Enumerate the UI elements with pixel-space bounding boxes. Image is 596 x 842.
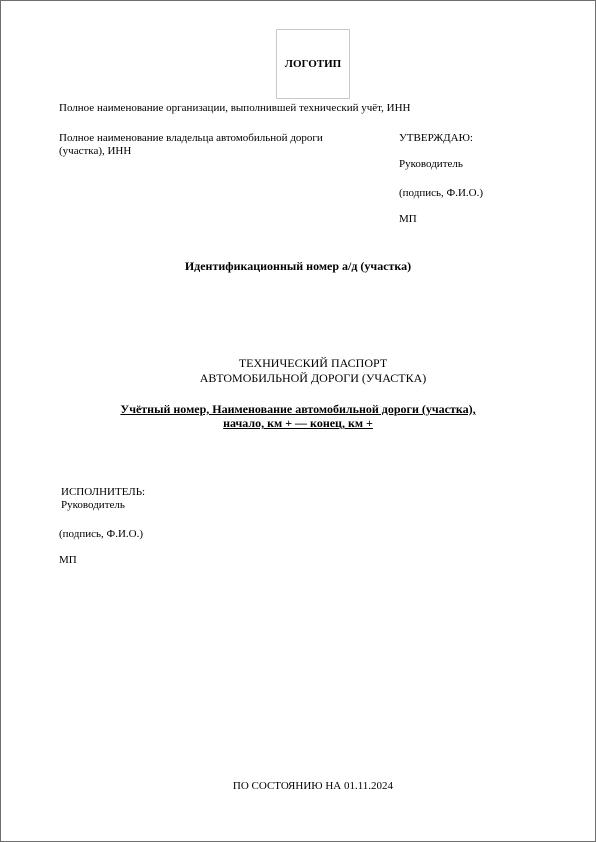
approval-stamp: МП <box>399 213 417 225</box>
approval-title: УТВЕРЖДАЮ: <box>399 132 473 144</box>
executor-stamp: МП <box>59 554 77 566</box>
logo-placeholder <box>276 29 350 99</box>
footer-date: ПО СОСТОЯНИЮ НА 01.11.2024 <box>232 780 394 792</box>
executor-title: ИСПОЛНИТЕЛЬ: <box>61 486 146 498</box>
subtitle-line1: Учётный номер, Наименование автомобильной дороги (участка), <box>120 402 476 416</box>
approval-signature: (подпись, Ф.И.О.) <box>399 187 483 199</box>
executor-position: Руководитель <box>61 499 125 511</box>
logo-label: ЛОГОТИП <box>284 58 342 70</box>
subtitle-line2: начало, км + — конец, км + <box>223 416 373 430</box>
approval-position: Руководитель <box>399 158 463 170</box>
owner-line: Полное наименование владельца автомобильной дороги (участка), ИНН <box>59 132 323 157</box>
identification-number: Идентификационный номер а/д (участка) <box>184 259 412 273</box>
executor-signature: (подпись, Ф.И.О.) <box>59 528 143 540</box>
organization-line: Полное наименование организации, выполнившей технический учёт, ИНН <box>59 102 411 114</box>
document-title-line2: АВТОМОБИЛЬНОЙ ДОРОГИ (УЧАСТКА) <box>199 371 427 385</box>
document-title-line1: ТЕХНИЧЕСКИЙ ПАСПОРТ <box>238 356 388 370</box>
